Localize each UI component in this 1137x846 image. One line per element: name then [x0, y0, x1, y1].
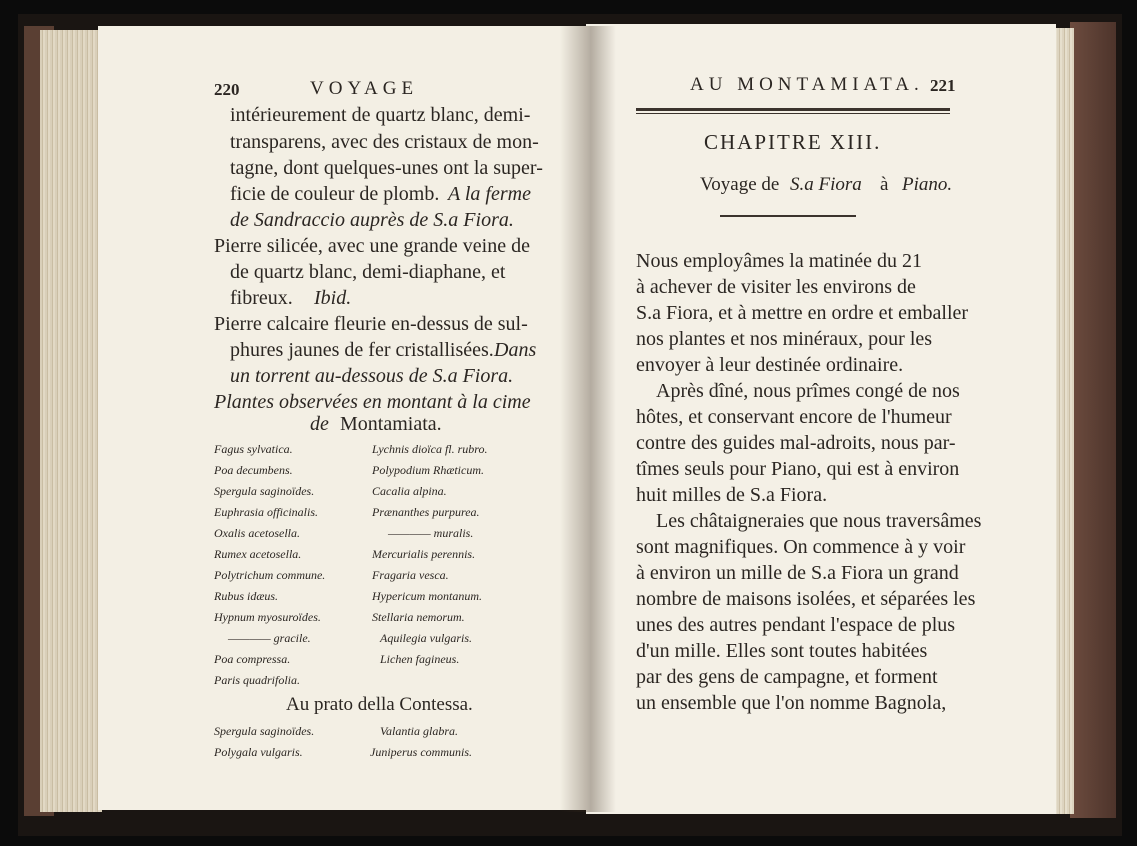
text-line: tîmes seuls pour Piano, qui est à environ	[636, 458, 960, 480]
plant-name: Spergula saginoïdes.	[214, 484, 315, 498]
plant-name: Stellaria nemorum.	[372, 610, 465, 624]
plant-name: Poa decumbens.	[214, 463, 293, 477]
running-head-right: AU MONTAMIATA.	[690, 74, 924, 95]
plant-name: Mercurialis perennis.	[372, 547, 476, 561]
plant-name: Fagus sylvatica.	[214, 442, 293, 456]
plant-name: Lychnis dioïca fl. rubro.	[372, 442, 488, 456]
plant-name: Valantia glabra.	[380, 724, 459, 738]
text-line: phures jaunes de fer cristallisées.	[230, 339, 494, 361]
text-line: Pierre calcaire fleurie en-dessus de sul-	[214, 313, 528, 335]
section-rule	[720, 215, 856, 217]
text-line: Les châtaigneraies que nous traversâmes	[656, 510, 982, 532]
text-line: Après dîné, nous prîmes congé de nos	[656, 380, 960, 402]
text-line: Pierre silicée, avec une grande veine de	[214, 235, 530, 257]
plant-name: Hypericum montanum.	[372, 589, 482, 603]
text-line: contre des guides mal-adroits, nous par-	[636, 432, 956, 454]
text-line: huit milles de S.a Fiora.	[636, 484, 828, 506]
right-cover	[1070, 22, 1116, 818]
gutter-shadow	[560, 26, 616, 812]
plant-name: Euphrasia officinalis.	[214, 505, 319, 519]
text-line: tagne, dont quelques-unes ont la super-	[230, 157, 543, 179]
page-number-left: 220	[214, 80, 240, 99]
text-line: Montamiata.	[340, 413, 442, 435]
text-line: à environ un mille de S.a Fiora un grand	[636, 562, 959, 584]
plant-name: Cacalia alpina.	[372, 484, 447, 498]
chapter-subtitle: Voyage de	[700, 174, 780, 195]
text-line: un ensemble que l'on nomme Bagnola,	[636, 692, 947, 714]
text-line: à achever de visiter les environs de	[636, 276, 916, 298]
plant-name: Poa compressa.	[214, 652, 291, 666]
text-line: transparens, avec des cristaux de mon-	[230, 131, 539, 153]
plant-name: Fragaria vesca.	[372, 568, 449, 582]
text-line: de quartz blanc, demi-diaphane, et	[230, 261, 506, 283]
chapter-subtitle-italic: Piano.	[902, 174, 953, 195]
text-line-italic: de	[310, 413, 329, 435]
text-line: fibreux.	[230, 287, 293, 309]
left-page-edges	[40, 30, 102, 812]
text-line: nos plantes et nos minéraux, pour les	[636, 328, 933, 350]
chapter-subtitle-italic: S.a Fiora	[790, 174, 862, 195]
text-line: Nous employâmes la matinée du 21	[636, 250, 923, 272]
text-line-italic: Plantes observées en montant à la cime	[214, 391, 531, 413]
page-number-right: 221	[930, 76, 956, 95]
plant-name: Polypodium Rhæticum.	[372, 463, 484, 477]
text-line: S.a Fiora, et à mettre en ordre et emballer	[636, 302, 969, 324]
text-line: envoyer à leur destinée ordinaire.	[636, 354, 904, 376]
plant-name: Oxalis acetosella.	[214, 526, 300, 540]
chapter-title: CHAPITRE XIII.	[704, 130, 882, 154]
plant-name: Aquilegia vulgaris.	[380, 631, 472, 645]
text-line: nombre de maisons isolées, et séparées les	[636, 588, 976, 610]
text-line: d'un mille. Elles sont toutes habitées	[636, 640, 928, 662]
text-line: sont magnifiques. On commence à y voir	[636, 536, 966, 558]
text-line-italic: un torrent au-dessous de S.a Fiora.	[230, 365, 514, 387]
plant-name: ———— gracile.	[228, 631, 311, 645]
text-line-italic: A la ferme	[448, 183, 531, 205]
plant-name: Paris quadrifolia.	[214, 673, 301, 687]
ornamental-rule	[636, 108, 950, 111]
text-line: par des gens de campagne, et forment	[636, 666, 938, 688]
text-line-italic: Ibid.	[314, 287, 352, 309]
subhead-prato: Au prato della Contessa.	[286, 694, 473, 715]
text-line: intérieurement de quartz blanc, demi-	[230, 104, 531, 126]
plant-name: Rumex acetosella.	[214, 547, 302, 561]
plant-name: Polytrichum commune.	[214, 568, 326, 582]
plant-name: Prænanthes purpurea.	[372, 505, 480, 519]
text-line: hôtes, et conservant encore de l'humeur	[636, 406, 952, 428]
plant-name: Rubus idæus.	[214, 589, 279, 603]
plant-name: Polygala vulgaris.	[214, 745, 303, 759]
text-line: unes des autres pendant l'espace de plus	[636, 614, 956, 636]
text-line-italic: de Sandraccio auprès de S.a Fiora.	[230, 209, 514, 231]
plant-name: ———— muralis.	[388, 526, 474, 540]
plant-name: Hypnum myosuroïdes.	[214, 610, 321, 624]
plant-name: Lichen fagineus.	[380, 652, 460, 666]
chapter-subtitle: à	[880, 174, 889, 195]
ornamental-rule	[636, 113, 950, 114]
text-line-italic: Dans	[494, 339, 537, 361]
plant-name: Spergula saginoïdes.	[214, 724, 315, 738]
text-line: ficie de couleur de plomb.	[230, 183, 440, 205]
plant-name: Juniperus communis.	[370, 745, 472, 759]
running-head-left: VOYAGE	[310, 78, 419, 99]
